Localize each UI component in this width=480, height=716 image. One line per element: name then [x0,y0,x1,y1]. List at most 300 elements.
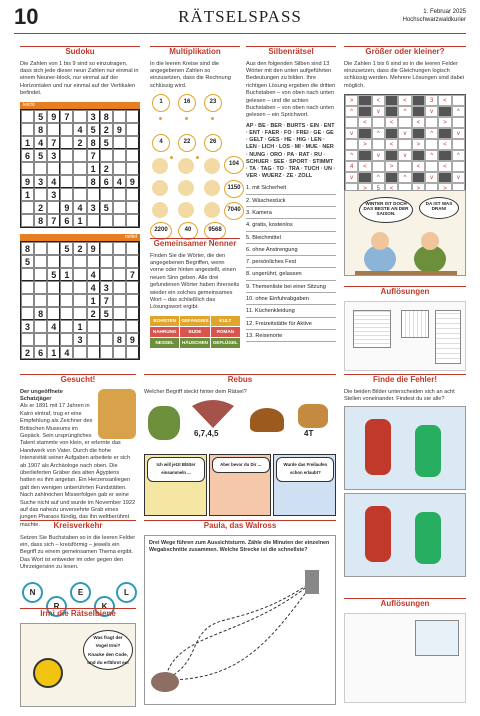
sudoku-cell[interactable] [126,110,139,123]
gk-cell[interactable] [425,139,438,150]
sudoku-cell[interactable] [87,333,100,346]
portrait-icon [98,389,136,439]
result-right-2: 1150 [224,180,244,198]
sudoku-cell[interactable] [87,255,100,268]
solutions-1 [344,286,466,371]
sudoku-cell[interactable]: 8 [21,242,34,255]
hockey-image-2 [344,493,466,577]
sudoku-cell[interactable] [34,188,47,201]
sudoku-cell[interactable] [60,294,73,307]
food-icon [250,408,284,432]
sudoku-cell[interactable]: 3 [34,175,47,188]
sudoku-cell[interactable] [21,268,34,281]
sudoku-cell[interactable]: 9 [47,110,60,123]
gk-cell[interactable] [398,117,411,128]
sudoku-cell[interactable]: 2 [34,201,47,214]
sudoku-cell[interactable] [113,214,126,227]
nenner-word: ROMAN [211,327,240,337]
sudoku-cell[interactable]: 2 [21,346,34,359]
fan-icon [190,400,236,430]
irmi-bubble: Was fragt der Vogel Irmi? Knacke den Code, und du erfährst es! [83,630,133,670]
gk-cell: > [358,139,371,150]
sudoku-cell[interactable]: 2 [100,123,113,136]
rebus-question: Welcher Begriff steckt hinter dem Rätsel? [144,388,247,395]
mini-solution [435,310,461,364]
sudoku-cell[interactable] [60,149,73,162]
sudoku-cell[interactable] [47,294,60,307]
gk-cell[interactable]: 4 [345,161,358,172]
circle-top-1[interactable]: 1 [152,94,170,112]
sudoku-grid-easy [20,109,140,228]
plant-icon [148,406,180,440]
gk-cell: v [452,172,465,183]
sudoku-cell[interactable] [34,333,47,346]
gk-cell[interactable]: < [372,95,385,106]
gk-cell: v [425,106,438,117]
gk-cell: > [438,117,451,128]
silben-clue: 8. ungerührt, gelassen [246,268,336,280]
sudoku-cell[interactable]: 3 [47,149,60,162]
sudoku-cell[interactable] [73,281,86,294]
sudoku-cell[interactable]: 9 [87,242,100,255]
sudoku-cell[interactable]: 3 [21,320,34,333]
sudoku-cell[interactable] [73,175,86,188]
sudoku-cell[interactable]: 6 [60,214,73,227]
sudoku-cell[interactable]: 9 [60,201,73,214]
gk-cell [438,128,451,139]
sudoku-cell[interactable] [113,281,126,294]
fehler-section [344,374,466,577]
sudoku-cell[interactable] [126,188,139,201]
kreis-text: Setzen Sie Buchstaben so in die leeren Felder ein, dass sich – kreisförmig – jeweils ein Begriff zu einem gemeinsamen Thema ergibt. Das Wort ist entweder im oder gegen den Uhrzeigersinn zu lesen. [20,534,136,571]
sudoku-cell[interactable] [73,162,86,175]
sudoku-cell[interactable]: 2 [100,162,113,175]
sudoku-cell[interactable] [60,136,73,149]
nenner-word: HÄUSCHEN [180,338,209,348]
sudoku-cell[interactable]: 3 [73,333,86,346]
sudoku-cell[interactable] [47,333,60,346]
sudoku-cell[interactable] [73,255,86,268]
date-text: 1. Februar 2025 [423,9,466,15]
sudoku-cell[interactable]: 3 [100,281,113,294]
kreis-circle-5[interactable]: L [116,582,137,603]
sudoku-cell[interactable] [73,294,86,307]
gk-cell: v [425,172,438,183]
sudoku-cell[interactable]: 8 [34,123,47,136]
irmi-section [20,608,136,707]
gk-section [344,46,466,195]
blank-circle[interactable] [178,202,194,218]
sudoku-cell[interactable] [47,242,60,255]
gk-cell: < [412,161,425,172]
sudoku-cell[interactable] [60,333,73,346]
sudoku-level-medium: mittel [20,234,140,241]
kreis-circle-1[interactable]: N [22,582,43,603]
sudoku-cell[interactable] [113,268,126,281]
sudoku-cell[interactable]: 1 [73,214,86,227]
nenner-text: Finden Sie die Wörter, die den angegebenen Begriffen, wenn vorne oder hinten angestellt, einen neuen Sinn geben. Alle drei gefundenen Wörter haben ihrerseits wieder ein solches gemeinsames Wort – das schließlich das Lösungswort ergibt. [150,252,240,311]
sudoku-section [20,46,140,360]
dot [170,156,173,159]
sudoku-cell[interactable]: 1 [73,320,86,333]
kreis-circle-3[interactable]: E [70,582,91,603]
gk-cell[interactable] [372,139,385,150]
sudoku-cell[interactable] [73,188,86,201]
gk-cell[interactable] [345,117,358,128]
gk-cell: > [385,161,398,172]
gk-cell[interactable]: > [345,95,358,106]
sudoku-cell[interactable]: 8 [87,136,100,149]
sudoku-cell[interactable] [87,320,100,333]
result-bottom-2: 40 [178,222,198,240]
sudoku-cell[interactable] [126,162,139,175]
sudoku-cell[interactable] [47,255,60,268]
gk-cell[interactable] [398,139,411,150]
sudoku-cell[interactable] [113,110,126,123]
sudoku-cell[interactable] [100,333,113,346]
sudoku-cell[interactable] [126,201,139,214]
sudoku-cell[interactable]: 8 [100,110,113,123]
gk-cell: > [412,139,425,150]
sudoku-cell[interactable] [73,110,86,123]
kreis-title: Kreisverkehr [20,520,136,531]
silben-clue: 7. persönliches Fest [246,256,336,268]
silben-clue: 10. ohne Einfuhrabgaben [246,293,336,305]
nenner-section [150,238,240,348]
sudoku-cell[interactable] [87,346,100,359]
sudoku-cell[interactable]: 8 [87,175,100,188]
sudoku-cell[interactable]: 8 [113,333,126,346]
sudoku-cell[interactable] [34,242,47,255]
sudoku-cell[interactable]: 5 [21,255,34,268]
sudoku-cell[interactable]: 4 [73,123,86,136]
sudoku-cell[interactable]: 1 [87,294,100,307]
gk-cell: ^ [398,106,411,117]
trail-map-icon [145,570,335,700]
sudoku-cell[interactable] [73,268,86,281]
sudoku-cell[interactable] [126,136,139,149]
sudoku-cell[interactable] [100,214,113,227]
sudoku-cell[interactable] [113,136,126,149]
paula-text: Drei Wege führen zum Aussichtsturm. Zähle die Minuten der einzelnen Wegabschnitte zusammen. Welche Strecke ist die schnellste? [149,539,330,553]
sudoku-cell[interactable]: 4 [87,281,100,294]
sudoku-cell[interactable] [60,123,73,136]
gk-cell[interactable] [452,139,465,150]
sudoku-cell[interactable] [126,242,139,255]
nenner-word: GEFÄNGNIS [180,316,209,326]
circle-top-3[interactable]: 23 [204,94,222,112]
sudoku-cell[interactable]: 5 [100,136,113,149]
sudoku-cell[interactable] [47,162,60,175]
gk-cell [358,128,371,139]
sudoku-cell[interactable] [47,307,60,320]
gk-cell: < [358,161,371,172]
gk-cell[interactable] [372,117,385,128]
gk-cell[interactable] [425,117,438,128]
sudoku-cell[interactable] [100,268,113,281]
gesucht-section [20,374,136,529]
sudoku-cell[interactable] [126,255,139,268]
sudoku-cell[interactable]: 5 [100,307,113,320]
sudoku-cell[interactable] [100,320,113,333]
sudoku-cell[interactable] [60,307,73,320]
sudoku-cell[interactable]: 7 [60,110,73,123]
sudoku-cell[interactable]: 6 [34,346,47,359]
sudoku-cell[interactable]: 9 [113,123,126,136]
sudoku-cell[interactable] [100,188,113,201]
silben-clue: 12. Freizeitstätte für Aktive [246,318,336,330]
result-bottom-3: 9568 [204,222,226,240]
sudoku-cell[interactable] [60,255,73,268]
sudoku-cell[interactable] [126,214,139,227]
sudoku-cell[interactable] [21,307,34,320]
page-header [14,4,466,34]
gk-cell [385,128,398,139]
cartoon-drawing-icon [345,227,467,277]
sudoku-cell[interactable] [73,149,86,162]
rebus-title: Rebus [144,374,336,385]
sudoku-cell[interactable]: 7 [47,136,60,149]
sudoku-cell[interactable]: 2 [87,307,100,320]
sudoku-title: Sudoku [20,46,140,57]
sudoku-cell[interactable] [113,294,126,307]
sudoku-cell[interactable]: 1 [21,188,34,201]
sudoku-cell[interactable]: 1 [21,136,34,149]
sudoku-cell[interactable] [100,149,113,162]
sudoku-text: Die Zahlen von 1 bis 9 sind so einzutragen, dass sich jede dieser neun Zahlen nur einmal in einem Neuner-block, nur einmal auf der Horizontalen und nur einmal auf der Vertikalen befindet. [20,60,139,97]
sudoku-cell[interactable] [21,162,34,175]
sudoku-cell[interactable]: 4 [60,346,73,359]
cartoon-bubble-2: DA IST WAS DRAN! [419,197,459,219]
sudoku-cell[interactable] [87,188,100,201]
sudoku-cell[interactable]: 2 [73,242,86,255]
gk-cell[interactable] [398,161,411,172]
gk-cell[interactable]: 3 [425,95,438,106]
sudoku-cell[interactable] [21,110,34,123]
sudoku-cell[interactable] [34,268,47,281]
blank-circle[interactable] [204,202,220,218]
sudoku-cell[interactable]: 3 [87,110,100,123]
sudoku-cell[interactable] [47,201,60,214]
silben-clue: 1. mit Sicherheit [246,182,336,194]
hockey-image-1 [344,406,466,490]
sudoku-cell[interactable]: 4 [87,268,100,281]
sudoku-cell[interactable] [126,346,139,359]
sudoku-cell[interactable]: 7 [47,214,60,227]
sudoku-cell[interactable] [21,281,34,294]
fehler-title: Finde die Fehler! [344,374,466,385]
silben-syllables: AP · BE · BER · BURTS · EIN · ENT · ENT · FAER · FO · FREI · GE · GE · GELT · GES · HE · HIG · LEN · LEN · LICH · LOS · MI · MUE · NER · NUNG · ORO · PA · RAT · RU · SCHUER · SEE · SPORT · STIMMT · TA · TAG · TO · TRA · TUCH · UN · VER · WUERZ · ZE · ZOLL [246,122,336,180]
gk-cell: v [372,150,385,161]
sudoku-cell[interactable] [126,123,139,136]
sudoku-cell[interactable]: 5 [87,123,100,136]
sudoku-cell[interactable] [73,346,86,359]
blank-circle[interactable] [152,180,168,196]
sudoku-cell[interactable] [21,201,34,214]
gk-cell [358,106,371,117]
gk-cell: v [372,106,385,117]
sudoku-cell[interactable]: 1 [47,346,60,359]
sudoku-cell[interactable]: 6 [100,175,113,188]
gk-cell: v [398,128,411,139]
multiplication-text: In die leeren Kreise sind die angegebenen Zahlen so einzusetzen, dass die Rechnung schlüssig wird. [150,60,231,89]
gk-cell[interactable] [425,161,438,172]
paula-section [144,520,336,705]
sudoku-cell[interactable] [100,346,113,359]
sudoku-cell[interactable]: 8 [34,214,47,227]
sudoku-cell[interactable]: 5 [34,149,47,162]
circle-mid-2[interactable]: 22 [178,134,196,152]
sudoku-cell[interactable] [113,346,126,359]
gk-cell[interactable] [452,161,465,172]
gk-cell [412,95,425,106]
gk-cell: < [358,117,371,128]
gk-cell [412,172,425,183]
gk-title: Größer oder kleiner? [344,46,466,57]
sudoku-cell[interactable]: 4 [113,175,126,188]
sudoku-cell[interactable]: 4 [47,320,60,333]
sudoku-cell[interactable]: 5 [34,110,47,123]
sudoku-cell[interactable] [21,294,34,307]
sudoku-cell[interactable] [126,307,139,320]
sudoku-cell[interactable]: 6 [21,149,34,162]
gk-cell: < [438,161,451,172]
sudoku-cell[interactable] [34,255,47,268]
sudoku-cell[interactable] [87,214,100,227]
silben-section [246,46,336,342]
sudoku-cell[interactable] [113,242,126,255]
sudoku-cell[interactable] [21,214,34,227]
sudoku-cell[interactable]: 4 [73,201,86,214]
sudoku-cell[interactable] [113,320,126,333]
blank-circle[interactable] [152,202,168,218]
player-icon [365,419,391,475]
dot [196,156,199,159]
sudoku-cell[interactable] [73,307,86,320]
gk-cell: ^ [372,128,385,139]
sudoku-cell[interactable] [113,188,126,201]
mini-solution [415,620,459,656]
sudoku-cell[interactable] [21,123,34,136]
nenner-title: Gemeinsamer Nenner [150,238,240,249]
sudoku-cell[interactable]: 5 [100,201,113,214]
sudoku-cell[interactable] [60,162,73,175]
gk-cell [438,106,451,117]
sudoku-cell[interactable] [47,123,60,136]
circle-top-2[interactable]: 16 [178,94,196,112]
sudoku-cell[interactable]: 9 [126,333,139,346]
sudoku-cell[interactable] [113,149,126,162]
sudoku-cell[interactable] [21,333,34,346]
sudoku-level-easy: leicht [20,102,140,109]
sudoku-cell[interactable] [47,281,60,294]
page-number: 10 [14,4,39,29]
sudoku-cell[interactable] [60,320,73,333]
gk-cell[interactable] [452,117,465,128]
gk-cell [412,106,425,117]
sudoku-cell[interactable] [34,162,47,175]
blank-circle[interactable] [178,180,194,196]
sudoku-cell[interactable]: 3 [87,201,100,214]
gk-grid [344,94,466,195]
sudoku-cell[interactable] [100,242,113,255]
sudoku-cell[interactable] [60,281,73,294]
kreis-circle-2[interactable]: R [46,596,67,617]
sudoku-cell[interactable]: 7 [87,149,100,162]
sudoku-cell[interactable]: 2 [73,136,86,149]
sudoku-cell[interactable] [126,320,139,333]
silben-clue: 4. gratis, kostenlos [246,219,336,231]
sudoku-cell[interactable] [126,281,139,294]
blank-circle[interactable] [152,158,168,174]
gk-cell [385,106,398,117]
sudoku-cell[interactable] [126,294,139,307]
silben-clue: 13. Reisenorte [246,330,336,342]
sudoku-cell[interactable] [60,175,73,188]
kreis-circle-4[interactable]: K [94,596,115,617]
sudoku-cell[interactable]: 7 [126,268,139,281]
gk-cell [385,95,398,106]
sudoku-cell[interactable]: 9 [126,175,139,188]
gk-cell[interactable] [372,161,385,172]
result-right-1: 104 [224,156,244,174]
sudoku-cell[interactable] [126,149,139,162]
gk-cell[interactable]: < [398,95,411,106]
sudoku-cell[interactable]: 1 [87,162,100,175]
gk-cell: < [412,117,425,128]
sudoku-cell[interactable] [113,255,126,268]
blank-circle[interactable] [178,158,194,174]
sudoku-cell[interactable] [34,281,47,294]
gk-cell: < [438,139,451,150]
sudoku-cell[interactable]: 4 [34,136,47,149]
gk-cell: ^ [398,172,411,183]
solutions-2-title: Auflösungen [344,598,466,609]
page-title: RÄTSELSPASS [178,7,302,26]
blank-circle[interactable] [204,158,220,174]
gk-cell [438,172,451,183]
nenner-word: GEFLÜGEL [211,338,240,348]
sudoku-cell[interactable] [100,255,113,268]
sudoku-cell[interactable]: 9 [21,175,34,188]
sudoku-cell[interactable] [113,201,126,214]
player-icon [415,425,441,477]
sudoku-cell[interactable] [34,294,47,307]
sudoku-cell[interactable]: 5 [47,268,60,281]
sudoku-cell[interactable]: 3 [47,188,60,201]
nenner-word: BUDE [180,327,209,337]
solutions-2-content [344,613,466,703]
rebus-label-1: 6,7,4,5 [194,428,219,438]
sudoku-cell[interactable]: 1 [60,268,73,281]
circle-mid-3[interactable]: 26 [204,134,222,152]
sudoku-cell[interactable] [113,307,126,320]
sudoku-cell[interactable] [113,162,126,175]
nenner-word: BOHSTEN [150,316,179,326]
gk-cell[interactable] [452,95,465,106]
circle-mid-1[interactable]: 4 [152,134,170,152]
gk-cell[interactable] [345,139,358,150]
cartoon-bubble-1: WINTER IST DOCH DAS BESTE AN DER SAISON. [359,197,413,223]
sudoku-cell[interactable]: 5 [60,242,73,255]
sudoku-cell[interactable] [34,320,47,333]
sudoku-cell[interactable]: 4 [47,175,60,188]
gk-cell: ^ [425,150,438,161]
blank-circle[interactable] [204,180,220,196]
sudoku-cell[interactable]: 7 [100,294,113,307]
sudoku-cell[interactable]: 8 [34,307,47,320]
sudoku-cell[interactable] [60,188,73,201]
